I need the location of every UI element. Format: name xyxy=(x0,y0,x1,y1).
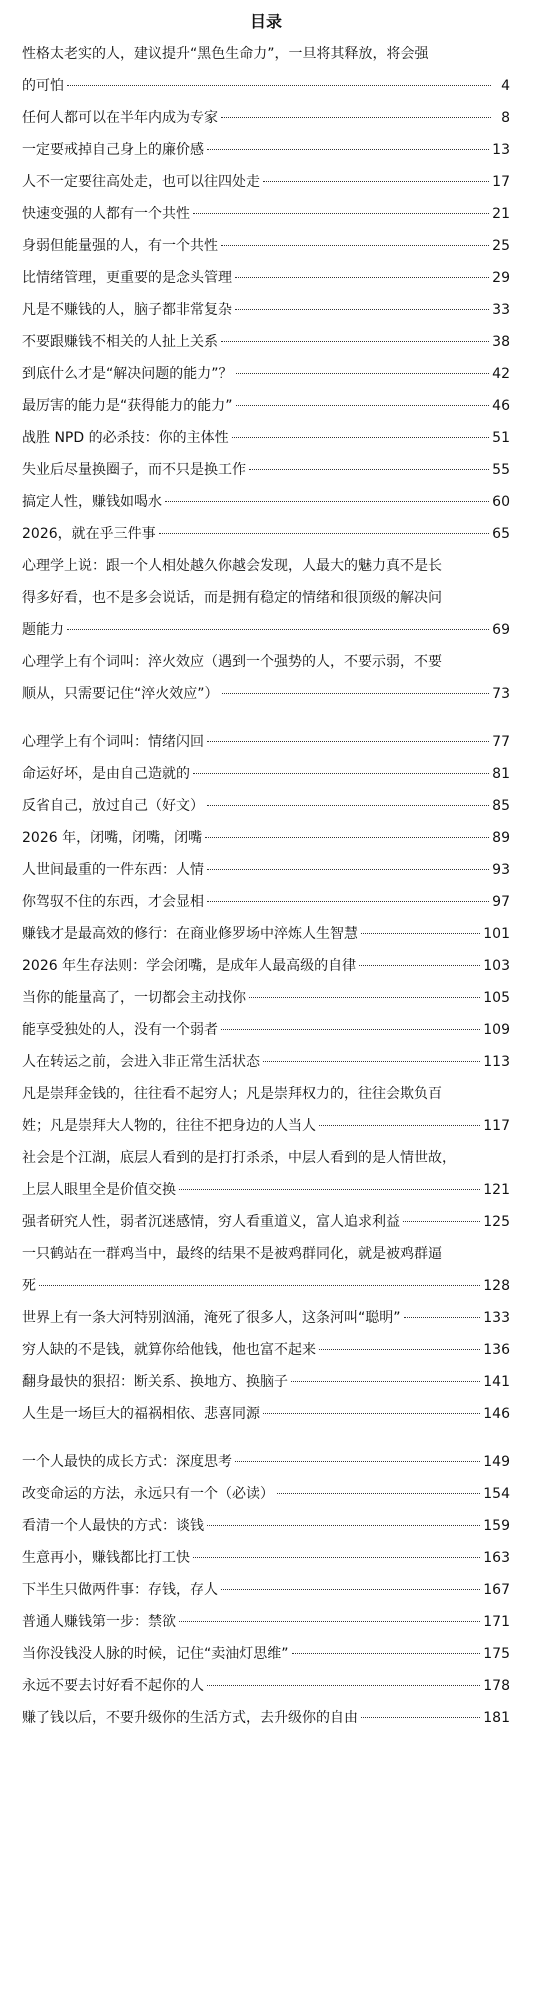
toc-page-number: 55 xyxy=(492,462,510,478)
dot-leader xyxy=(67,629,489,630)
toc-entry-title: 性格太老实的人，建议提升“黑色生命力”，一旦将其释放，将会强 xyxy=(22,46,429,62)
dot-leader xyxy=(361,1717,480,1718)
toc-entry-title: 任何人都可以在半年内成为专家 xyxy=(22,110,218,126)
toc-entry-line xyxy=(22,1174,510,1206)
toc-page-number: 163 xyxy=(483,1550,510,1566)
toc-entry-line xyxy=(22,1078,510,1110)
toc-entry[interactable] xyxy=(22,854,510,886)
toc-page-number: 89 xyxy=(492,830,510,846)
toc-entry[interactable] xyxy=(22,1142,510,1206)
toc-entry-title: 能享受独处的人，没有一个弱者 xyxy=(22,1022,218,1038)
toc-entry-line xyxy=(22,550,510,582)
toc-entry-line xyxy=(22,134,510,166)
toc-page-number: 60 xyxy=(492,494,510,510)
toc-entry[interactable] xyxy=(22,918,510,950)
toc-entry-line xyxy=(22,1670,510,1702)
toc-entry[interactable] xyxy=(22,886,510,918)
toc-entry[interactable] xyxy=(22,134,510,166)
toc-entry[interactable] xyxy=(22,646,510,710)
toc-entry-title: 当你没钱没人脉的时候，记住“卖油灯思维” xyxy=(22,1646,289,1662)
toc-entry[interactable] xyxy=(22,198,510,230)
toc-entry-title: 凡是不赚钱的人，脑子都非常复杂 xyxy=(22,302,232,318)
dot-leader xyxy=(207,805,489,806)
toc-entry-title: 到底什么才是“解决问题的能力”？ xyxy=(22,366,233,382)
toc-entry[interactable] xyxy=(22,1606,510,1638)
toc-entry-title: 得多好看，也不是多会说话，而是拥有稳定的情绪和很顶级的解决问 xyxy=(22,590,442,606)
toc-entry-line xyxy=(22,1606,510,1638)
toc-entry-title: 看清一个人最快的方式：谈钱 xyxy=(22,1518,204,1534)
toc-page-number: 141 xyxy=(483,1374,510,1390)
toc-entry-title: 题能力 xyxy=(22,622,64,638)
toc-entry-line xyxy=(22,582,510,614)
toc-page-number: 149 xyxy=(483,1454,510,1470)
toc-entry-line xyxy=(22,1270,510,1302)
dot-leader xyxy=(207,869,489,870)
toc-entry-title: 不要跟赚钱不相关的人扯上关系 xyxy=(22,334,218,350)
dot-leader xyxy=(232,437,490,438)
toc-entry-line xyxy=(22,422,510,454)
toc-entry-line xyxy=(22,262,510,294)
toc-entry-line xyxy=(22,1110,510,1142)
dot-leader xyxy=(319,1349,480,1350)
toc-page-number: 93 xyxy=(492,862,510,878)
dot-leader xyxy=(221,1029,480,1030)
dot-leader xyxy=(179,1189,480,1190)
dot-leader xyxy=(359,965,480,966)
toc-entry-line xyxy=(22,198,510,230)
dot-leader xyxy=(249,469,489,470)
dot-leader xyxy=(221,117,491,118)
toc-entry-line xyxy=(22,166,510,198)
toc-entry[interactable] xyxy=(22,790,510,822)
toc-entry-title: 一定要戒掉自己身上的廉价感 xyxy=(22,142,204,158)
toc-entry-line xyxy=(22,1046,510,1078)
dot-leader xyxy=(235,277,489,278)
toc-page-number: 46 xyxy=(492,398,510,414)
dot-leader xyxy=(291,1381,480,1382)
toc-entry-title: 翻身最快的狠招：断关系、换地方、换脑子 xyxy=(22,1374,288,1390)
toc-entry-title: 人在转运之前，会进入非正常生活状态 xyxy=(22,1054,260,1070)
dot-leader xyxy=(207,1685,480,1686)
toc-entry-title: 反省自己，放过自己（好文） xyxy=(22,798,204,814)
dot-leader xyxy=(222,693,490,694)
toc-entry[interactable] xyxy=(22,326,510,358)
toc-entry-line xyxy=(22,726,510,758)
dot-leader xyxy=(165,501,489,502)
toc-entry-title: 一个人最快的成长方式：深度思考 xyxy=(22,1454,232,1470)
toc-page-number: 17 xyxy=(492,174,510,190)
toc-entry-title: 当你的能量高了，一切都会主动找你 xyxy=(22,990,246,1006)
toc-page-number: 65 xyxy=(492,526,510,542)
toc-entry-title: 的可怕 xyxy=(22,78,64,94)
dot-leader xyxy=(263,1061,480,1062)
toc-page-number: 51 xyxy=(492,430,510,446)
toc-entry[interactable] xyxy=(22,518,510,550)
toc-entry[interactable] xyxy=(22,822,510,854)
toc-entry-line xyxy=(22,38,510,70)
toc-entry-line xyxy=(22,950,510,982)
toc-page-number: 42 xyxy=(492,366,510,382)
toc-entry-line xyxy=(22,790,510,822)
toc-entry-line xyxy=(22,822,510,854)
toc-page-number: 21 xyxy=(492,206,510,222)
dot-leader xyxy=(159,533,490,534)
toc-entry-line xyxy=(22,982,510,1014)
toc-page-number: 73 xyxy=(492,686,510,702)
dot-leader xyxy=(403,1221,480,1222)
dot-leader xyxy=(207,1525,480,1526)
dot-leader xyxy=(207,901,489,902)
toc-entry-title: 穷人缺的不是钱，就算你给他钱，他也富不起来 xyxy=(22,1342,316,1358)
toc-entry-title: 心理学上有个词叫：情绪闪回 xyxy=(22,734,204,750)
toc-page-number: 33 xyxy=(492,302,510,318)
dot-leader xyxy=(193,773,489,774)
toc-entry[interactable] xyxy=(22,1014,510,1046)
toc-entry-title: 强者研究人性，弱者沉迷感情，穷人看重道义，富人追求利益 xyxy=(22,1214,400,1230)
toc-page-number: 175 xyxy=(483,1646,510,1662)
dot-leader xyxy=(292,1653,481,1654)
toc-entry-title: 顺从，只需要记住“淬火效应”） xyxy=(22,686,219,702)
toc-entry-line xyxy=(22,1542,510,1574)
toc-entry-line xyxy=(22,918,510,950)
toc-entry-title: 战胜 NPD 的必杀技：你的主体性 xyxy=(22,430,229,446)
toc-entry-title: 上层人眼里全是价值交换 xyxy=(22,1182,176,1198)
toc-entry-line xyxy=(22,390,510,422)
toc-entry[interactable] xyxy=(22,1206,510,1238)
toc-entry[interactable] xyxy=(22,1334,510,1366)
toc-page-number: 4 xyxy=(501,78,510,94)
toc-entry-line xyxy=(22,1638,510,1670)
dot-leader xyxy=(67,85,491,86)
toc-entry-line xyxy=(22,1142,510,1174)
toc-page-number: 29 xyxy=(492,270,510,286)
table-of-contents xyxy=(22,38,510,1734)
toc-entry[interactable] xyxy=(22,486,510,518)
toc-entry[interactable] xyxy=(22,166,510,198)
toc-entry-title: 生意再小，赚钱都比打工快 xyxy=(22,1550,190,1566)
page-title: 目录 xyxy=(249,12,282,31)
toc-entry-line xyxy=(22,1478,510,1510)
toc-page-number: 8 xyxy=(501,110,510,126)
toc-entry-title: 2026 年生存法则：学会闭嘴，是成年人最高级的自律 xyxy=(22,958,357,974)
toc-page-number: 128 xyxy=(483,1278,510,1294)
toc-entry-line xyxy=(22,1446,510,1478)
dot-leader xyxy=(179,1621,480,1622)
dot-leader xyxy=(235,309,489,310)
toc-entry-title: 人世间最重的一件东西：人情 xyxy=(22,862,204,878)
toc-page-number: 159 xyxy=(483,1518,510,1534)
toc-entry[interactable] xyxy=(22,758,510,790)
toc-entry-title: 最厉害的能力是“获得能力的能力” xyxy=(22,398,233,414)
toc-page-number: 121 xyxy=(483,1182,510,1198)
toc-entry-title: 命运好坏，是由自己造就的 xyxy=(22,766,190,782)
toc-entry[interactable] xyxy=(22,1366,510,1398)
toc-entry-title: 下半生只做两件事：存钱，存人 xyxy=(22,1582,218,1598)
dot-leader xyxy=(221,341,489,342)
toc-page-number: 113 xyxy=(483,1054,510,1070)
toc-entry[interactable] xyxy=(22,550,510,646)
toc-entry-title: 永远不要去讨好看不起你的人 xyxy=(22,1678,204,1694)
toc-entry-title: 2026，就在乎三件事 xyxy=(22,526,156,542)
dot-leader xyxy=(404,1317,481,1318)
toc-entry[interactable] xyxy=(22,1302,510,1334)
toc-entry[interactable] xyxy=(22,726,510,758)
toc-entry-line xyxy=(22,1510,510,1542)
toc-entry[interactable] xyxy=(22,390,510,422)
toc-entry[interactable] xyxy=(22,1510,510,1542)
toc-entry[interactable] xyxy=(22,454,510,486)
toc-page-number: 178 xyxy=(483,1678,510,1694)
toc-entry[interactable] xyxy=(22,1078,510,1142)
toc-entry[interactable] xyxy=(22,358,510,390)
toc-entry-title: 搞定人性，赚钱如喝水 xyxy=(22,494,162,510)
toc-page-number: 38 xyxy=(492,334,510,350)
toc-entry-title: 一只鹤站在一群鸡当中，最终的结果不是被鸡群同化，就是被鸡群逼 xyxy=(22,1246,442,1262)
toc-entry[interactable] xyxy=(22,1702,510,1734)
dot-leader xyxy=(207,741,489,742)
dot-leader xyxy=(236,373,490,374)
toc-entry-title: 普通人赚钱第一步：禁欲 xyxy=(22,1614,176,1630)
toc-entry-line xyxy=(22,294,510,326)
toc-page-number: 25 xyxy=(492,238,510,254)
toc-entry-line xyxy=(22,614,510,646)
toc-entry-line xyxy=(22,230,510,262)
toc-entry-title: 心理学上说：跟一个人相处越久你越会发现，人最大的魅力真不是长 xyxy=(22,558,442,574)
toc-entry[interactable] xyxy=(22,1446,510,1478)
toc-page-number: 167 xyxy=(483,1582,510,1598)
toc-page-number: 85 xyxy=(492,798,510,814)
dot-leader xyxy=(235,1461,480,1462)
toc-page-number: 125 xyxy=(483,1214,510,1230)
toc-entry-title: 失业后尽量换圈子，而不只是换工作 xyxy=(22,462,246,478)
toc-entry[interactable] xyxy=(22,982,510,1014)
toc-entry-line xyxy=(22,1574,510,1606)
toc-entry[interactable] xyxy=(22,262,510,294)
toc-entry-title: 快速变强的人都有一个共性 xyxy=(22,206,190,222)
dot-leader xyxy=(263,1413,480,1414)
toc-entry-title: 2026 年，闭嘴，闭嘴，闭嘴 xyxy=(22,830,203,846)
toc-page-number: 77 xyxy=(492,734,510,750)
toc-entry[interactable] xyxy=(22,1542,510,1574)
toc-page-number: 69 xyxy=(492,622,510,638)
toc-entry-line xyxy=(22,886,510,918)
dot-leader xyxy=(319,1125,480,1126)
toc-entry-line xyxy=(22,454,510,486)
toc-entry-line xyxy=(22,854,510,886)
toc-entry-line xyxy=(22,1014,510,1046)
toc-entry-line xyxy=(22,1702,510,1734)
toc-entry-title: 人生是一场巨大的福祸相依、悲喜同源 xyxy=(22,1406,260,1422)
toc-entry-title: 改变命运的方法，永远只有一个（必读） xyxy=(22,1486,274,1502)
toc-entry-title: 身弱但能量强的人，有一个共性 xyxy=(22,238,218,254)
toc-page-number: 81 xyxy=(492,766,510,782)
toc-entry-line xyxy=(22,758,510,790)
dot-leader xyxy=(207,149,489,150)
toc-entry-title: 姓；凡是崇拜大人物的，往往不把身边的人当人 xyxy=(22,1118,316,1134)
dot-leader xyxy=(249,997,480,998)
toc-entry-line xyxy=(22,1206,510,1238)
toc-entry-title: 凡是崇拜金钱的，往往看不起穷人；凡是崇拜权力的，往往会欺负百 xyxy=(22,1086,442,1102)
toc-entry[interactable] xyxy=(22,422,510,454)
toc-page-number: 97 xyxy=(492,894,510,910)
toc-entry-line xyxy=(22,486,510,518)
toc-entry[interactable] xyxy=(22,1478,510,1510)
toc-entry-line xyxy=(22,518,510,550)
toc-entry-line xyxy=(22,1366,510,1398)
toc-page-number: 101 xyxy=(483,926,510,942)
toc-entry-line xyxy=(22,1334,510,1366)
toc-page-number: 133 xyxy=(483,1310,510,1326)
toc-entry-title: 赚了钱以后，不要升级你的生活方式，去升级你的自由 xyxy=(22,1710,358,1726)
toc-entry-title: 比情绪管理，更重要的是念头管理 xyxy=(22,270,232,286)
toc-entry[interactable] xyxy=(22,102,510,134)
dot-leader xyxy=(205,837,489,838)
toc-entry[interactable] xyxy=(22,1238,510,1302)
toc-entry-line xyxy=(22,102,510,134)
toc-entry[interactable] xyxy=(22,38,510,102)
toc-entry-title: 赚钱才是最高效的修行：在商业修罗场中淬炼人生智慧 xyxy=(22,926,358,942)
dot-leader xyxy=(193,213,489,214)
toc-entry-title: 死 xyxy=(22,1278,36,1294)
toc-entry-line xyxy=(22,678,510,710)
dot-leader xyxy=(221,245,489,246)
dot-leader xyxy=(39,1285,480,1286)
dot-leader xyxy=(193,1557,480,1558)
toc-entry-title: 人不一定要往高处走，也可以往四处走 xyxy=(22,174,260,190)
toc-entry-line xyxy=(22,70,510,102)
toc-page-number: 154 xyxy=(483,1486,510,1502)
toc-entry-line xyxy=(22,358,510,390)
toc-entry-title: 社会是个江湖，底层人看到的是打打杀杀，中层人看到的是人情世故， xyxy=(22,1150,456,1166)
dot-leader xyxy=(221,1589,480,1590)
toc-entry-line xyxy=(22,646,510,678)
toc-entry-line xyxy=(22,326,510,358)
dot-leader xyxy=(263,181,489,182)
toc-page-number: 117 xyxy=(483,1118,510,1134)
toc-entry[interactable] xyxy=(22,1670,510,1702)
toc-entry[interactable] xyxy=(22,230,510,262)
toc-entry-title: 心理学上有个词叫：淬火效应（遇到一个强势的人，不要示弱，不要 xyxy=(22,654,442,670)
toc-entry-line xyxy=(22,1302,510,1334)
toc-entry-line xyxy=(22,1398,510,1430)
toc-page-number: 146 xyxy=(483,1406,510,1422)
toc-entry-line xyxy=(22,1238,510,1270)
toc-page-number: 171 xyxy=(483,1614,510,1630)
toc-page-number: 181 xyxy=(483,1710,510,1726)
toc-entry-title: 你驾驭不住的东西，才会显相 xyxy=(22,894,204,910)
toc-entry[interactable] xyxy=(22,1398,510,1430)
dot-leader xyxy=(236,405,490,406)
toc-entry[interactable] xyxy=(22,1046,510,1078)
toc-page-number: 13 xyxy=(492,142,510,158)
toc-entry[interactable] xyxy=(22,1574,510,1606)
dot-leader xyxy=(361,933,480,934)
toc-entry[interactable] xyxy=(22,950,510,982)
toc-entry[interactable] xyxy=(22,1638,510,1670)
toc-page-number: 109 xyxy=(483,1022,510,1038)
toc-page-number: 105 xyxy=(483,990,510,1006)
toc-entry[interactable] xyxy=(22,294,510,326)
toc-page-number: 103 xyxy=(483,958,510,974)
dot-leader xyxy=(277,1493,480,1494)
toc-entry-title: 世界上有一条大河特别汹涌，淹死了很多人，这条河叫“聪明” xyxy=(22,1310,401,1326)
toc-page-number: 136 xyxy=(483,1342,510,1358)
